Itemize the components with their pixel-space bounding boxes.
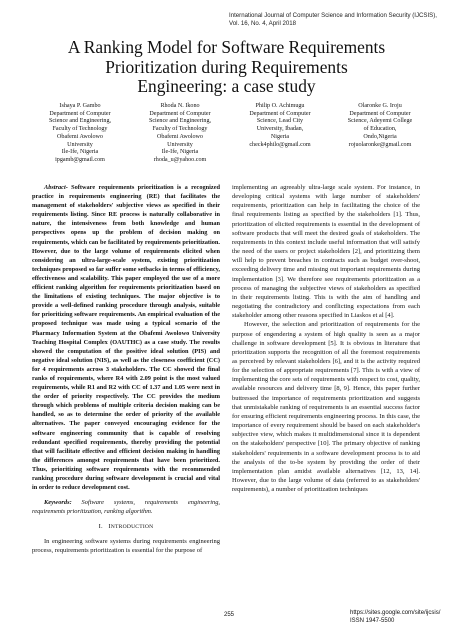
footer-info <box>350 610 440 625</box>
author-email: rojuolaronke@gmail.com <box>348 141 412 148</box>
author-name: Rhoda N. Ikono <box>160 103 200 109</box>
journal-volume: Vol. 16, No. 4, April 2018 <box>229 20 297 27</box>
section-first-letter: I <box>108 523 111 531</box>
keywords <box>32 498 220 516</box>
footer-url: https://sites.google.com/site/ijcsis/ <box>350 610 441 616</box>
author-affiliation-line: Science, Lead City <box>256 118 304 125</box>
abstract-text: Software requirements prioritization is a recognized practice in requirements engineering (RE) that facilitates the management of stakeholders' subjective views as specified in their requirements listing. Since RE process is naturally collaborative in nature, the intensiveness from both knowledge and human perspectives opens up the problem of decision making on requirements, which can be facilitated by requirements prioritization. However, due to the large volume of requirements elicited when considering an ultra-large-scale system, existing prioritization techniques proposed so far suffer some setbacks in terms of efficiency, effectiveness and scalability. This paper employed the use of a more efficient ranking algorithm for requirements prioritization based on the limitations of existing techniques. The major objective is to provide a well-defined ranking procedure through analysis, suitable for prioritizing software requirements. An empirical evaluation of the proposed technique was made using a typical scenario of the Pharmacy Information System at the Obafemi Awolowo University Teaching Hospital Complex (OAUTHC) as a case study. The results showed the computation of the positive ideal solution (PIS) and negative ideal solution (NIS), as well as the closeness coefficient (CC) for 4 requirements across 3 stakeholders. The CC showed the final ranks of requirements, where R4 with 2.09 point is the most valued requirements, while R1 and R2 with CC of 1.37 and 1.05 were next in the order of priority respectively. The CC provides the medium through which problems of multiple criteria decision making can be handled, so as to determine the order of priority of the available alternatives. The paper conveyed encouraging evidence for the software engineering community that is capable of resolving redundant specified requirements, thereby providing the potential that will facilitate effective and efficient decision making in handling the differences amongst requirements that have been prioritized. Thus, prioritizing software requirements with the recommended ranking procedure during software development is crucial and vital in order to reduce development cost. <box>32 184 220 492</box>
author-affiliation-line: University, Ibadan, <box>256 126 304 133</box>
author-affiliation-line: Obafemi Awolowo <box>157 133 203 140</box>
abstract-label: Abstract- <box>44 184 68 191</box>
author-4 <box>330 103 430 149</box>
footer-issn: ISSN 1947-5500 <box>350 617 395 624</box>
title-line-2: Prioritization during Requirements <box>105 56 348 77</box>
keywords-label: Keywords: <box>44 499 72 507</box>
section-numeral: I. <box>98 523 103 531</box>
body-paragraph-1: implementing an agreeably ultra-large scale system. For instance, in developing critical systems with large number of stakeholders' requirements, prioritization can help in facilitating the choice of the final requirements listing as specified by the stakeholders [1]. Thus, prioritization of elicited requirements is essential in the development of software products that will meet the desired goals of stakeholders. The requirements in this context include useful information that will satisfy the need of the users or project stakeholders [2], and prioritizing them will help to prevent breaches in contracts such as budget over-shoot, exceeding delivery time and missing out important requirements during implementation [3]. We therefore see requirements prioritization as a process of managing the subjective views of stakeholders as specified in their requirements listing. This is with the aim of handling and negotiating the contradictory and conflicting expectations from each stakeholder among other reasons specified in Liaskos et al [4]. <box>232 184 420 320</box>
author-email: rhoda_u@yahoo.com <box>153 156 207 163</box>
journal-name: International Journal of Computer Science and Information Security (IJCSIS), <box>229 12 437 19</box>
author-affiliation-line: Ondo,Nigeria <box>363 133 397 140</box>
keywords-text: Software systems, requirements engineering, requirements prioritization, ranking algorithm. <box>32 499 220 516</box>
author-3 <box>230 103 330 149</box>
section-heading-introduction <box>32 522 220 532</box>
author-affiliation-line: Science and Engineering, <box>48 118 112 125</box>
author-block <box>30 103 430 165</box>
author-affiliation-line: Faculty of Technology <box>52 126 108 133</box>
author-name: Ishaya P. Gambo <box>59 103 101 109</box>
title-line-1: A Ranking Model for Software Requirements <box>67 37 386 57</box>
author-affiliation-line: Department of Computer <box>149 110 211 117</box>
title-line-3: Engineering: a case study <box>137 76 316 97</box>
left-column <box>32 183 220 555</box>
author-name: Olaronke G. Iroju <box>358 103 402 109</box>
author-1 <box>30 103 130 165</box>
author-2 <box>130 103 230 165</box>
author-affiliation-line: Ile-Ife, Nigeria <box>161 149 199 156</box>
author-email: check4philo@gmail.com <box>249 141 311 148</box>
author-affiliation-line: Science, Adeyemi College <box>347 118 413 125</box>
author-affiliation-line: Science and Engineering, <box>148 118 212 125</box>
abstract <box>32 183 220 492</box>
author-affiliation-line: Nigeria <box>270 133 290 140</box>
author-name: Philip O. Achimugu <box>255 103 305 109</box>
author-affiliation-line: Faculty of Technology <box>152 126 208 133</box>
body-paragraph-2: However, the selection and prioritization of requirements for the purpose of engendering a system of high quality is seen as a major challenge in software development [5]. It is obvious in literature that prioritization supports the recognition of all the foremost requirements as perceived by relevant stakeholders [6], and it is the activity required for the selection of appropriate requirements [7]. This is with a view of implementing the core sets of requirements with respect to cost, quality, available resources and delivery time [8, 9]. Hence, this paper further buttressed the importance of requirements prioritization and suggests that unmistakable ranking of requirements is an essential success factor for ensuring efficient requirements engineering process. In this case, the importance of every requirement should be based on each stakeholder's subjective view, which makes it multidimensional since it is dependent on the stakeholders' perspective [10]. The primary objective of ranking stakeholders' requirements in a software development process is to aid the analysis of the to-be system by providing the order of their implementation plan amidst available alternatives [12, 13, 14]. However, due to the large volume of data (referred to as stakeholders' requirements), a number of prioritization techniques <box>232 321 420 494</box>
page-number: 255 <box>224 612 235 618</box>
author-affiliation-line: Department of Computer <box>249 110 311 117</box>
author-affiliation-line: Ile-Ife, Nigeria <box>61 149 99 156</box>
intro-paragraph: In engineering software systems during requirements engineering process, requirements prioritization is essential for the purpose of <box>32 537 220 554</box>
author-affiliation-line: University <box>167 141 193 148</box>
journal-header <box>229 12 449 28</box>
right-column <box>232 183 420 494</box>
author-affiliation-line: of Education, <box>363 126 397 133</box>
author-affiliation-line: Obafemi Awolowo <box>57 133 103 140</box>
paper-title <box>0 38 453 97</box>
author-affiliation-line: Department of Computer <box>49 110 111 117</box>
author-affiliation-line: University <box>67 141 93 148</box>
author-email: ipgamb@gmail.com <box>55 156 105 163</box>
section-title-rest: NTRODUCTION <box>110 524 154 531</box>
author-affiliation-line: Department of Computer <box>349 110 411 117</box>
